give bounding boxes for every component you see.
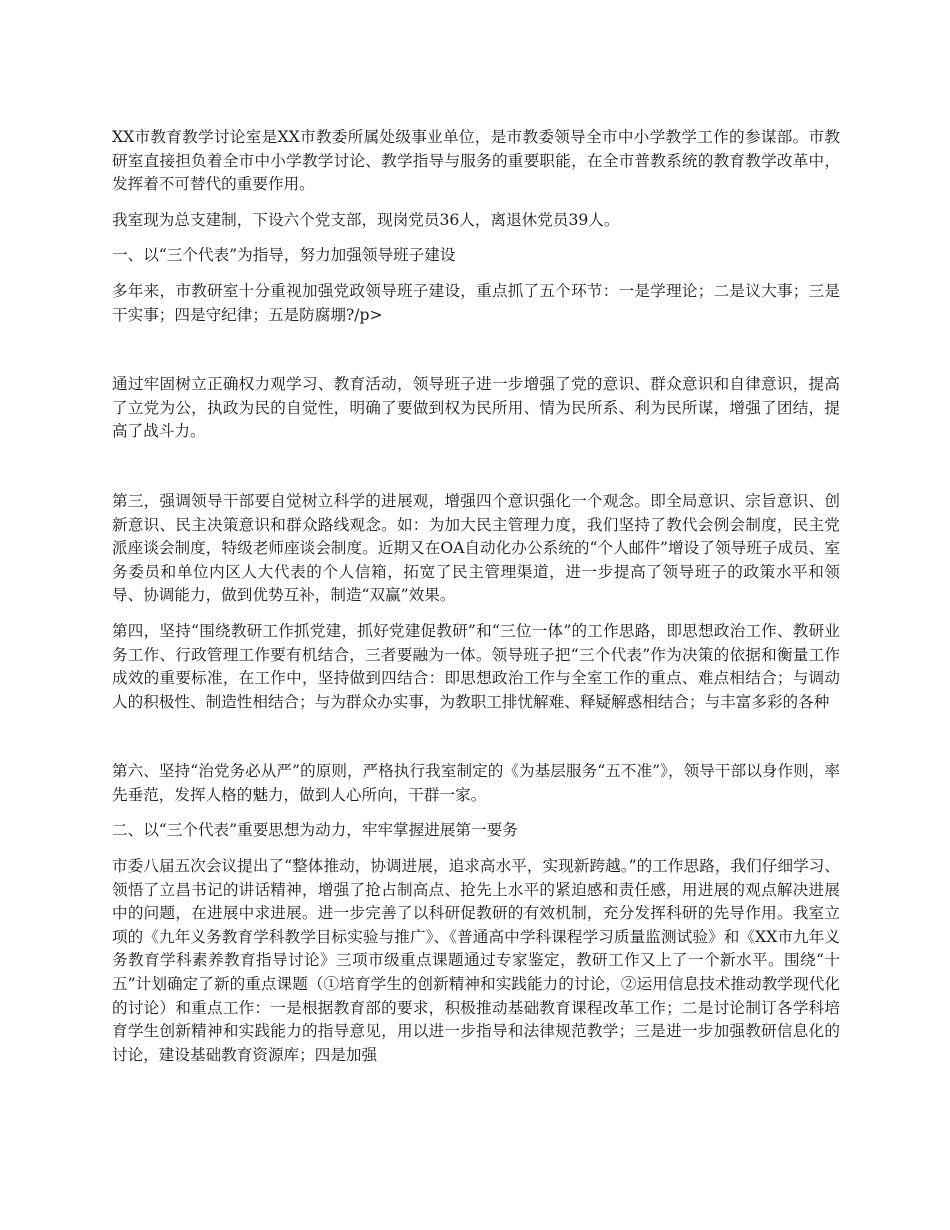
spacer — [112, 456, 840, 490]
spacer — [112, 339, 840, 373]
paragraph-development: 市委八届五次会议提出了“整体推动，协调进展，追求高水平，实现新跨越。”的工作思路，我们仔细学习、领悟了立昌书记的讲话精神，增强了抢占制高点、抢先上水平的紧迫感和责任感，用进展的观点解决进展中的问题，在进展中求进展。进一步完善了以科研促教研的有效机制，充分发挥科研的先导作用。我室立项的《九年义务教育学科教学目标实验与推广》、《普通高中学科课程学习质量监测试验》和《XX市九年义务教育学科素养教育指导讨论》三项市级重点课题通过专家鉴定，教研工作又上了一个新水平。围绕“十五”计划确定了新的重点课题（①培育学生的创新精神和实践能力的讨论，②运用信息技术推动教学现代化的讨论）和重点工作：一是根据教育部的要求，积极推动基础教育课程改革工作；二是讨论制订各学科培育学生创新精神和实践能力的指导意见，用以进一步指导和法律规范教学；三是进一步加强教研信息化的讨论，建设基础教育资源库；四是加强 — [112, 857, 840, 1064]
paragraph-leadership: 多年来，市教研室十分重视加强党政领导班子建设，重点抓了五个环节：一是学理论；二是议大事；三是干实事；四是守纪律；五是防腐堋?/p> — [112, 281, 840, 324]
paragraph-fourth: 第四，坚持“围绕教研工作抓党建，抓好党建促教研”和“三位一体”的工作思路，即思想政治工作、教研业务工作、行政管理工作要有机结合，三者要融为一体。领导班子把“三个代表”作为决策的依据和衡量工作成效的重要标准，在工作中，坚持做到四结合：即思想政治工作与全室工作的重点、难点相结合；与调动人的积极性、制造性相结合；与为群众办实事，为教职工排忧解难、释疑解惑相结合；与丰富多彩的各种 — [112, 621, 840, 711]
paragraph-power-view: 通过牢固树立正确权力观学习、教育活动，领导班子进一步增强了党的意识、群众意识和自律意识，提高了立党为公，执政为民的自觉性，明确了要做到权为民所用、情为民所系、利为民所谋，增强了团结，提高了战斗力。 — [112, 375, 840, 441]
section-heading-2: 二、以“三个代表”重要思想为动力，牢牢掌握进展第一要务 — [112, 821, 518, 840]
paragraph-intro: XX市教育教学讨论室是XX市教委所属处级事业单位，是市教委领导全市中小学教学工作的参谋部。市教研室直接担负着全市中小学教学讨论、教学指导与服务的重要职能，在全市普教系统的教育教学改革中，发挥着不可替代的重要作用。 — [112, 128, 840, 194]
paragraph-membership: 我室现为总支建制，下设六个党支部，现岗党员36人，离退休党员39人。 — [112, 210, 620, 229]
paragraph-sixth: 第六、坚持“治党务必从严”的原则，严格执行我室制定的《为基层服务“五不准”》，领导干部以身作则，率先垂范，发挥人格的魅力，做到人心所向，干群一家。 — [112, 762, 840, 804]
spacer — [112, 726, 840, 760]
section-heading-1: 一、以“三个代表”为指导，努力加强领导班子建设 — [112, 246, 456, 265]
document-body — [112, 126, 840, 1079]
paragraph-third: 第三，强调领导干部要自觉树立科学的进展观，增强四个意识强化一个观念。即全局意识、宗旨意识、创新意识、民主决策意识和群众路线观念。如：为加大民主管理力度，我们坚持了教代会例会制度，民主党派座谈会制度，特级老师座谈会制度。近期又在OA自动化办公系统的“个人邮件”增设了领导班子成员、室务委员和单位内区人大代表的个人信箱，拓宽了民主管理渠道，进一步提高了领导班子的政策水平和领导、协调能力，做到优势互补，制造“双赢”效果。 — [112, 491, 840, 605]
